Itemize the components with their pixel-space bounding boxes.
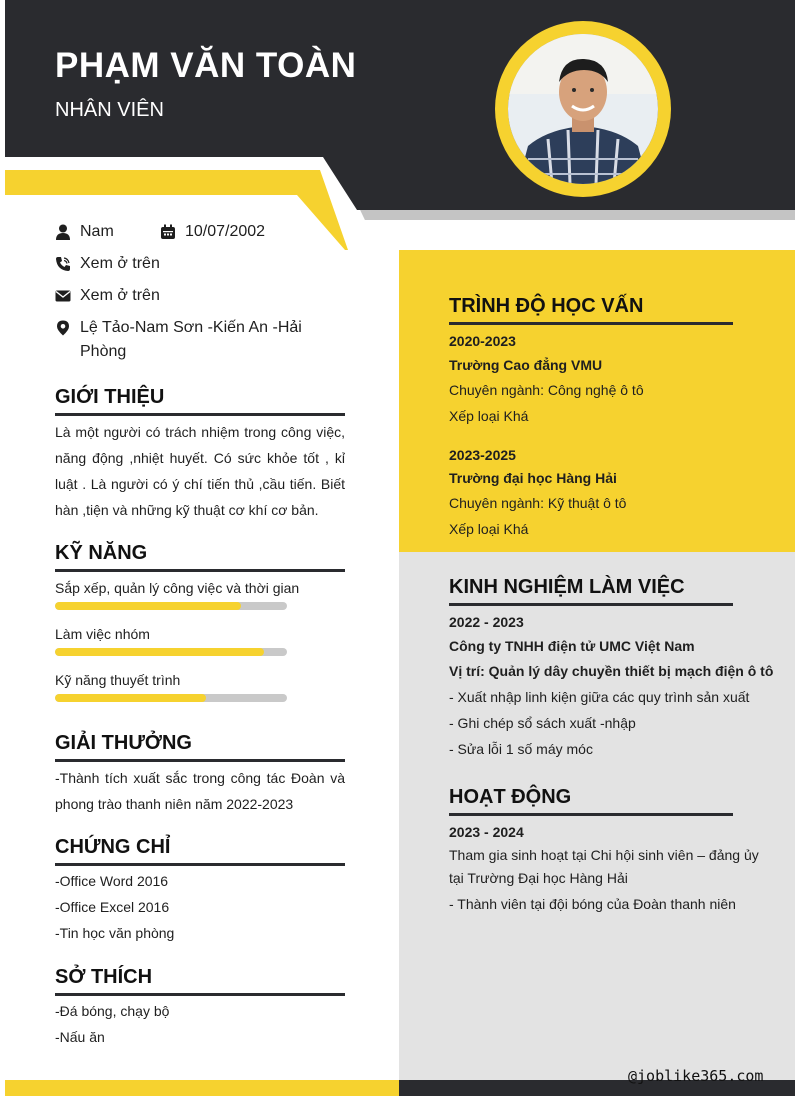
candidate-job-title: NHÂN VIÊN (55, 99, 164, 121)
header-background (5, 0, 795, 272)
activities-text: Tham gia sinh hoạt tại Chi hội sinh viên – đảng ủy tại Trường Đại học Hàng Hải (449, 847, 759, 886)
skill-label: Sắp xếp, quản lý công việc và thời gian (55, 580, 300, 596)
intro-text: Là một người có trách nhiệm trong công việc, năng động ,nhiệt huyết. Có sức khỏe tốt , kỉ luật . Là người có ý chí tiến thủ ,cầu tiến. Biết hàn ,tiện và những kỹ thuật cơ khí cơ bản. (55, 424, 345, 518)
activities-years: 2023 - 2024 (449, 824, 524, 840)
skill-label: Kỹ năng thuyết trình (55, 672, 181, 688)
hobbies-divider (55, 993, 345, 996)
avatar-photo (508, 34, 658, 184)
experience-company: Công ty TNHH điện tử UMC Việt Nam (449, 638, 695, 654)
phone-icon (55, 256, 71, 272)
education-grade: Xếp loại Khá (449, 521, 529, 537)
experience-duty: - Sửa lỗi 1 số máy móc (449, 741, 593, 757)
activities-title: HOẠT ĐỘNG (449, 786, 572, 808)
skill-bar-fill (55, 694, 206, 702)
intro-title: GIỚI THIỆU (55, 386, 165, 408)
address-value: Lệ Tảo-Nam Sơn -Kiến An -Hải Phòng (80, 319, 302, 360)
intro-divider (55, 413, 345, 416)
certificate-item: -Office Word 2016 (55, 873, 169, 889)
skill-bar (55, 694, 287, 702)
user-icon (55, 224, 71, 240)
avatar-frame (495, 21, 671, 197)
experience-title: KINH NGHIỆM LÀM VIỆC (449, 576, 685, 598)
certificates-divider (55, 863, 345, 866)
skills-title: KỸ NĂNG (55, 542, 148, 564)
education-major: Chuyên ngành: Kỹ thuật ô tô (449, 495, 627, 511)
experience-years: 2022 - 2023 (449, 614, 524, 630)
map-pin-icon (55, 320, 71, 336)
footer-strip-left (5, 1080, 399, 1096)
email-row (55, 284, 160, 308)
experience-duty: - Ghi chép sổ sách xuất -nhập (449, 715, 636, 731)
certificate-item: -Tin học văn phòng (55, 925, 175, 941)
cv-page (5, 0, 795, 1096)
gender-row (55, 220, 114, 244)
skill-bar-fill (55, 602, 241, 610)
education-major: Chuyên ngành: Công nghệ ô tô (449, 382, 644, 398)
certificates-title: CHỨNG CHỈ (55, 836, 171, 858)
hobby-item: -Nấu ăn (55, 1029, 105, 1045)
activities-item: - Thành viên tại đội bóng của Đoàn thanh niên (449, 896, 736, 912)
candidate-name: PHẠM VĂN TOÀN (55, 46, 357, 85)
education-school: Trường đại học Hàng Hải (449, 470, 617, 486)
skill-bar (55, 602, 287, 610)
gender-value: Nam (80, 223, 114, 240)
email-value: Xem ở trên (80, 287, 160, 304)
hobby-item: -Đá bóng, chạy bộ (55, 1003, 170, 1019)
hobbies-title: SỞ THÍCH (55, 966, 153, 988)
certificate-item: -Office Excel 2016 (55, 899, 170, 915)
skill-bar-fill (55, 648, 264, 656)
activities-divider (449, 813, 733, 816)
phone-row (55, 252, 160, 276)
experience-panel-bg (399, 552, 795, 1082)
education-school: Trường Cao đẳng VMU (449, 357, 603, 373)
experience-duty: - Xuất nhập linh kiện giữa các quy trình sản xuất (449, 689, 750, 705)
birthdate-value: 10/07/2002 (185, 223, 266, 240)
education-grade: Xếp loại Khá (449, 408, 529, 424)
watermark: @joblike365.com (628, 1067, 764, 1085)
birthdate-row (160, 220, 265, 244)
avatar (508, 34, 658, 184)
education-years: 2023-2025 (449, 447, 516, 463)
experience-position: Vị trí: Quản lý dây chuyền thiết bị mạch điện ô tô (449, 663, 774, 679)
envelope-icon (55, 288, 71, 304)
phone-value: Xem ở trên (80, 255, 160, 272)
awards-title: GIẢI THƯỞNG (55, 732, 192, 754)
awards-text: -Thành tích xuất sắc trong công tác Đoàn và phong trào thanh niên năm 2022-2023 (55, 770, 345, 812)
education-years: 2020-2023 (449, 333, 516, 349)
skill-bar (55, 648, 287, 656)
education-divider (449, 322, 733, 325)
skills-divider (55, 569, 345, 572)
skill-label: Làm việc nhóm (55, 626, 150, 642)
education-title: TRÌNH ĐỘ HỌC VẤN (449, 295, 644, 317)
awards-divider (55, 759, 345, 762)
calendar-icon (160, 224, 176, 240)
experience-divider (449, 603, 733, 606)
address-row (55, 316, 315, 364)
